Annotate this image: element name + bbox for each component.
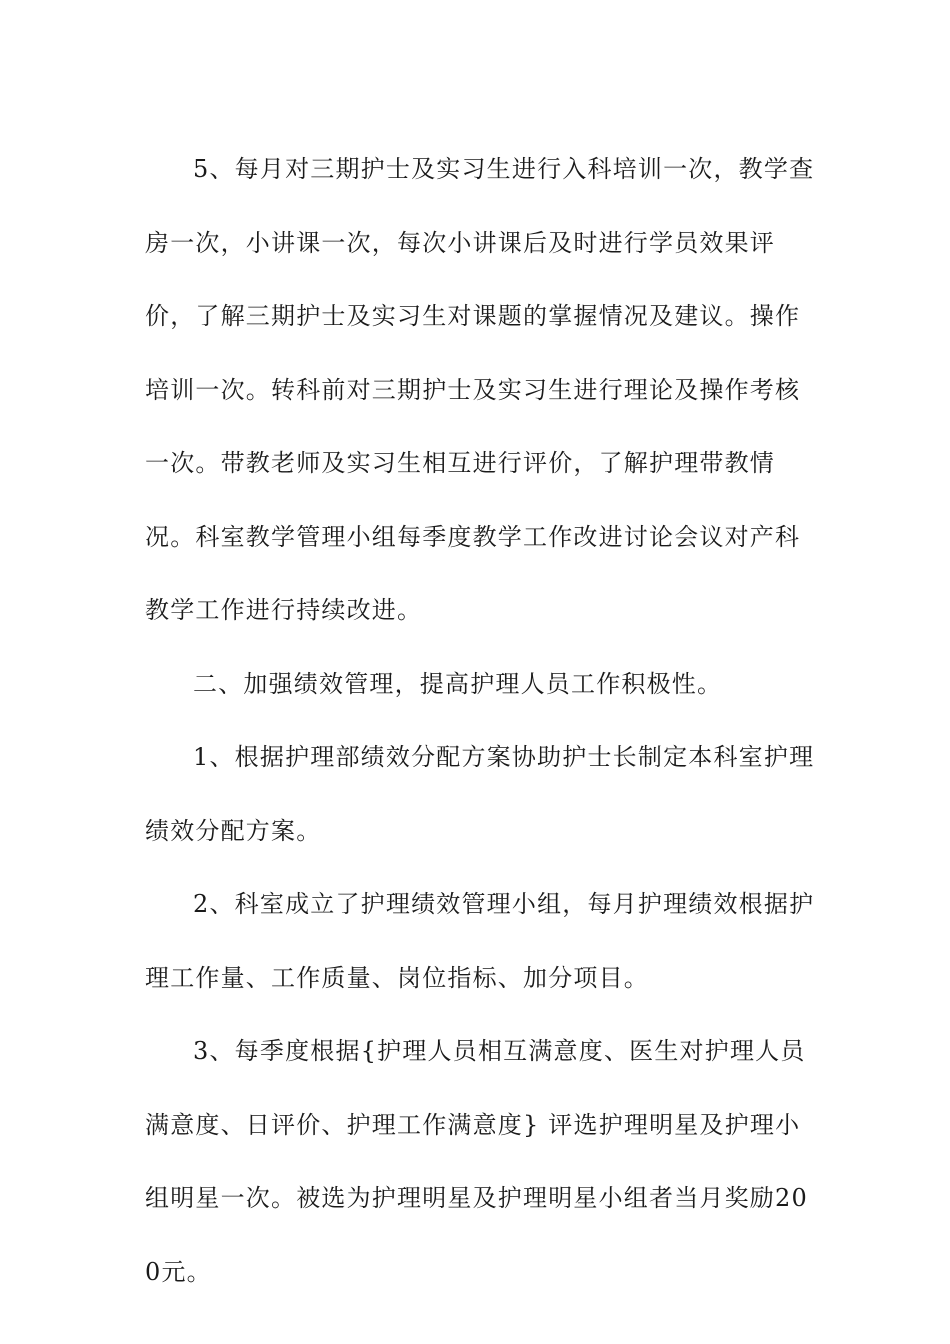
document-body — [145, 133, 815, 1309]
paragraph-performance-plan: 1、根据护理部绩效分配方案协助护士长制定本科室护理绩效分配方案。 — [145, 743, 815, 845]
paragraph-performance-group: 2、科室成立了护理绩效管理小组，每月护理绩效根据护理工作量、工作质量、岗位指标、加分项目。 — [145, 890, 815, 992]
paragraph-quarterly-evaluation: 3、每季度根据{护理人员相互满意度、医生对护理人员满意度、日评价、护理工作满意度} 评选护理明星及护理小组明星一次。被选为护理明星及护理明星小组者当月奖励200元。 — [145, 1037, 808, 1286]
heading-performance-management: 二、加强绩效管理，提高护理人员工作积极性。 — [193, 669, 723, 698]
paragraph-training: 5、每月对三期护士及实习生进行入科培训一次，教学查房一次，小讲课一次，每次小讲课后及时进行学员效果评价，了解三期护士及实习生对课题的掌握情况及建议。操作培训一次。转科前对三期护士及实习生进行理论及操作考核一次。带教老师及实习生相互进行评价，了解护理带教情况。科室教学管理小组每季度教学工作改进讨论会议对产科教学工作进行持续改进。 — [145, 155, 815, 624]
